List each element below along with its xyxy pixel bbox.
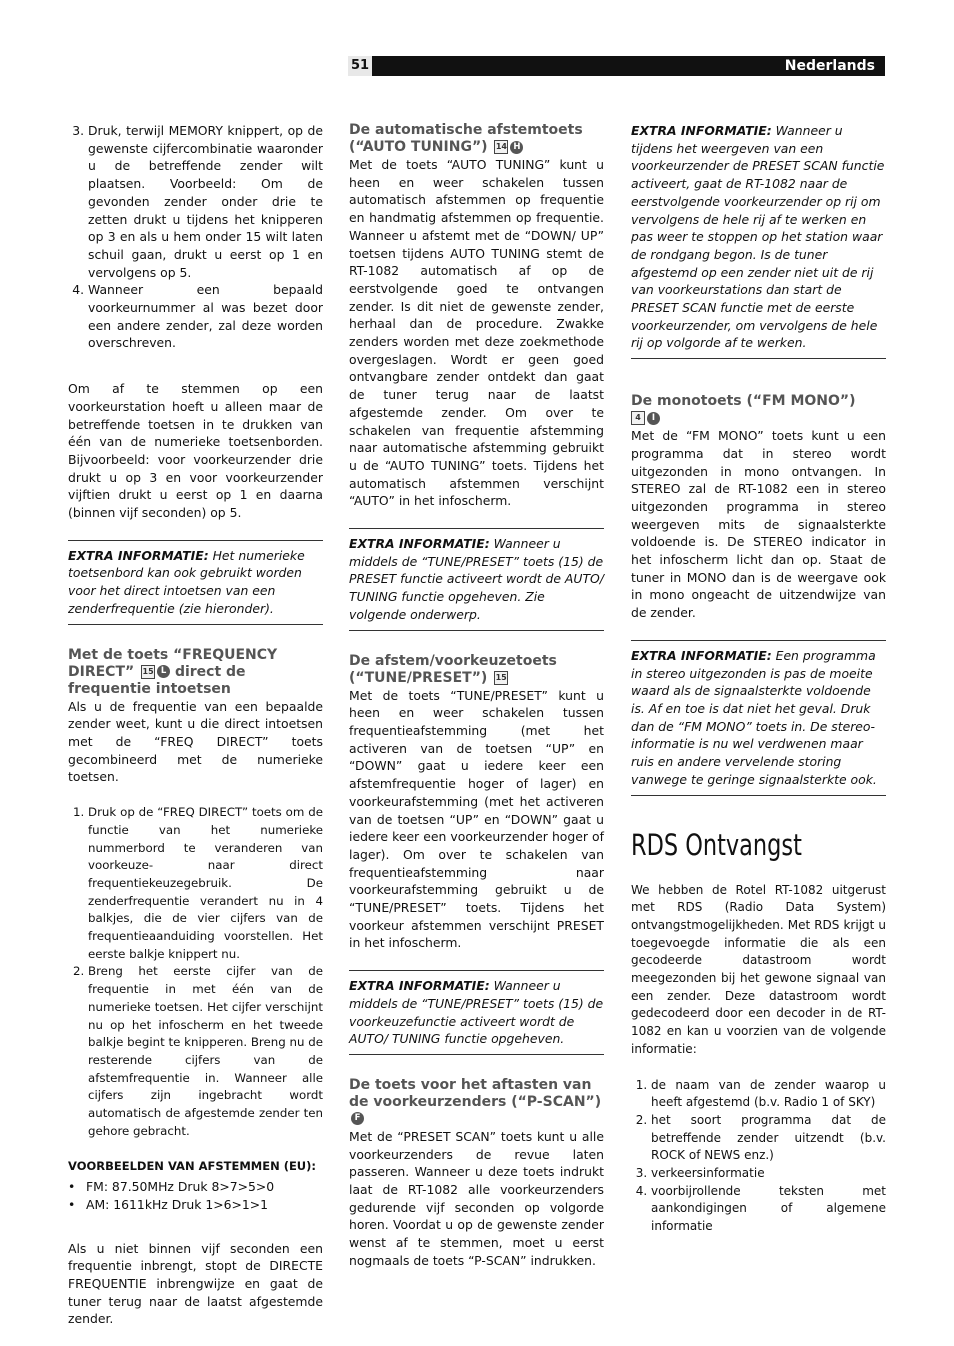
paragraph: Met de toets “AUTO TUNING” kunt u heen en weer schakelen tussen automatisch afstemmen op frequentie en handmatig afstemmen op frequentie. Wanneer u afstemt met de “DOWN/ UP” toetsen tijdens AUTO TUNING stemt de RT-1082 automatisch af op de eerstvolgende goed te ontvangen zender. Is dit niet de gewenste zender, herhaal dan de procedure. Zwakke zenders worden met deze zoekmethode overgeslagen. Wordt er geen goed ontvangbare zender ontdekt dan gaat de tuner terug naar de laatst afgestemde zender. Om over te schakelen van frequentie afstemming naar automatische afstemming gebruikt u de “AUTO TUNING” toets. Tijdens het automatisch afstemmen verschijnt “AUTO” in het infoscherm. bbox=[349, 157, 604, 509]
list-item: 4. Wanneer een bepaald voorkeurnummer al was bezet door een andere zender, zal deze worden overschreven. bbox=[88, 281, 323, 352]
section-heading-frequency-direct bbox=[68, 647, 323, 698]
paragraph: Als u de frequentie van een bepaalde zender weet, kunt u die direct intoetsen met de “FREQ DIRECT” toets gecombineerd met de numerieke toetsen. bbox=[68, 698, 323, 785]
heading-text: direct de frequentie intoetsen bbox=[68, 663, 246, 697]
extra-info-note bbox=[349, 528, 604, 631]
note-label: EXTRA INFORMATIE: bbox=[349, 536, 490, 552]
column-3 bbox=[631, 122, 886, 1254]
paragraph: Met de toets “TUNE/PRESET” kunt u heen en weer schakelen tussen frequentieafstemming (met het activeren van de toetsen “UP” en “DOWN” gaat u iedere keer een afstemfrequentie hoger of lager) en voorkeurafstemming (met het activeren van de toetsen “UP” en “DOWN” gaat u iedere keer een voorkeurzender hoger of lager). Om over te schakelen van frequentieafstemming naar voorkeurafstemming gebruikt u de “TUNE/PRESET” toets. Tijdens het voorkeur afstemmen verschijnt PRESET in het infoscherm. bbox=[349, 687, 604, 951]
rds-info-list bbox=[631, 1077, 886, 1236]
list-item: 3. Druk, terwijl MEMORY knippert, op de gewenste cijfercombinatie waaronder u de betreffende zender wilt plaatsen. Voorbeeld: Om de gevonden zender onder drie te zetten drukt u tijdens het knipperen op 3 en als u hem onder 15 wilt laten schuil gaan, drukt u eerst op 1 en vervolgens op 5. bbox=[88, 122, 323, 281]
freq-steps-list bbox=[68, 804, 323, 1140]
section-heading-p-scan bbox=[349, 1077, 604, 1128]
section-heading-tune-preset bbox=[349, 653, 604, 687]
list-item: 1. Druk op de “FREQ DIRECT” toets om de functie van het numerieke nummerbord te veranderen van voorkeuze- naar direct frequentiekeuzegebruik. De zenderfrequentie verandert nu in 4 balkjes, die de vier cijfers van de frequentieaanduiding voorstellen. Het eerste balkje knippert nu. bbox=[88, 804, 323, 963]
note-text: Wanneer u tijdens het weergeven van een voorkeurzender de PRESET SCAN functie activeert, gaat de RT-1082 naar de eerstvolgende voorkeurzender op rij om vervolgens de hele rij af te werken en pas weer te stoppen op het station waar de rondgang begon. Is de tuner afgestemd op een zender niet uit de rij van voorkeurstations dan start de PRESET SCAN functie met de eerste voorkeurzender, om vervolgens de hele rij op volgorde af te werken. bbox=[631, 123, 885, 351]
paragraph: We hebben de Rotel RT-1082 uitgerust met RDS (Radio Data System) ontvangstmogelijkheden. Met RDS krijgt u toegevoegde informatie die als een gecodeerde datastroom wordt meegezonden bij het gewone signaal van een zender. Deze datastroom wordt gedecodeerd door een decoder in de RT-1082 en kan u voorzien van de volgende informatie: bbox=[631, 882, 886, 1056]
extra-info-note bbox=[68, 540, 323, 625]
heading-text: Met de toets “FREQUENCY DIRECT” bbox=[68, 646, 278, 680]
note-text: Een programma in stereo uitgezonden is pas de moeite waard als de signaalsterkte voldoende is. Af en toe is dat niet het geval. Druk dan de “FM MONO” toets in. De stereo-informatie is nu wel verdwenen maar ruis en andere vervelende storing vanwege te geringe signaalsterkte ook. bbox=[631, 647, 877, 787]
memory-steps-list bbox=[68, 122, 323, 352]
language-label: Nederlands bbox=[784, 58, 875, 74]
list-item: 4. voorbijrollende teksten met aankondigingen of algemene informatie bbox=[651, 1183, 886, 1236]
heading-text: De toets voor het aftasten van de voorkeurzenders (“P-SCAN”) bbox=[349, 1076, 602, 1110]
page-number: 51 bbox=[348, 56, 372, 76]
examples-list bbox=[68, 1178, 323, 1213]
list-item: 2. het soort programma dat de betreffende zender uitzendt (b.v. ROCK of NEWS enz.) bbox=[651, 1112, 886, 1165]
key-letter-badge: L bbox=[157, 665, 170, 678]
key-letter-badge: F bbox=[351, 1112, 364, 1125]
page-header-bar bbox=[348, 56, 885, 76]
note-label: EXTRA INFORMATIE: bbox=[631, 123, 772, 138]
list-item: • AM: 1611kHz Druk 1>6>1>1 bbox=[68, 1196, 323, 1214]
heading-text: De automatische afstemtoets (“AUTO TUNING”) bbox=[349, 122, 583, 155]
list-item: 3. verkeersinformatie bbox=[651, 1165, 886, 1183]
note-label: EXTRA INFORMATIE: bbox=[68, 547, 209, 563]
rds-section-title: RDS Ontvangst bbox=[631, 827, 802, 862]
heading-text: De monotoets (“FM MONO”) bbox=[631, 393, 856, 410]
list-item: 2. Breng het eerste cijfer van de frequentie in met één van de numerieke toetsen. Het cijfer verschijnt nu op het infoscherm en het tweede balkje begint te knipperen. Breng nu de resterende cijfers van de afstemfrequentie in. Wanneer alle cijfers zijn ingebracht wordt automatisch de afgestemde zender ten gehore gebracht. bbox=[88, 963, 323, 1140]
note-text: Het numerieke toetsenbord kan ook gebruikt worden voor het direct intoetsen van een zenderfrequentie (zie hieronder). bbox=[68, 547, 305, 616]
section-heading-auto-tuning bbox=[349, 122, 604, 156]
column-2 bbox=[349, 122, 604, 1288]
key-number-badge: 14 bbox=[494, 140, 508, 154]
key-letter-badge: I bbox=[647, 412, 660, 425]
note-text: Wanneer u middels de “TUNE/PRESET” toets (15) de PRESET functie activeert wordt de AUTO/ TUNING functie opgeheven. Zie volgende onderwerp. bbox=[349, 536, 604, 622]
note-label: EXTRA INFORMATIE: bbox=[349, 978, 490, 994]
key-number-badge: 15 bbox=[494, 671, 508, 685]
key-number-badge: 4 bbox=[631, 411, 645, 425]
key-number-badge: 15 bbox=[141, 665, 155, 679]
heading-text: De afstem/voorkeuzetoets (“TUNE/PRESET”) bbox=[349, 652, 557, 686]
paragraph: Met de “PRESET SCAN” toets kunt u alle voorkeurzenders de revue laten passeren. Wanneer u deze toets indrukt laat de RT-1082 alle voorkeurzenders gedurende vijf seconden op volgorde horen. Voordat u op de gewenste zender wenst af te stemmen, moet u eerst nogmaals de toets “P-SCAN” indrukken. bbox=[349, 1128, 604, 1268]
list-item: 1. de naam van de zender waarop u heeft afgestemd (b.v. Radio 1 of SKY) bbox=[651, 1077, 886, 1112]
extra-info-note bbox=[631, 122, 886, 359]
paragraph: Met de “FM MONO” toets kunt u een programma dat in stereo wordt uitgezonden in mono ontvangen. In STEREO zal de RT-1082 een in stereo uitgezonden programma in stereo weergeven mits de signaalsterkte voldoende is. De STEREO indicator in het infoscherm licht dan op. Staat de tuner in MONO dan is de weergave ook in mono ongeacht de uitzendwijze van de zender. bbox=[631, 428, 886, 621]
section-heading-fm-mono bbox=[631, 393, 886, 427]
note-text: Wanneer u middels de “TUNE/PRESET” toets (15) de voorkeuzefunctie activeert wordt de AUTO/ TUNING functie opgeheven. bbox=[349, 978, 604, 1047]
extra-info-note bbox=[349, 970, 604, 1055]
extra-info-note bbox=[631, 640, 886, 796]
note-label: EXTRA INFORMATIE: bbox=[631, 647, 772, 663]
column-1 bbox=[68, 122, 323, 1346]
key-letter-badge: H bbox=[510, 141, 523, 154]
paragraph: Om af te stemmen op een voorkeurstation hoeft u alleen maar de betreffende toetsen in te drukken van één van de numerieke toetsenborden. Bijvoorbeeld: voor voorkeurzender drie drukt u op 3 en voor voorkeurzender vijftien drukt u eerst op 1 en daarna (binnen vijf seconden) op 5. bbox=[68, 381, 323, 521]
examples-heading: VOORBEELDEN VAN AFSTEMMEN (EU): bbox=[68, 1159, 317, 1174]
paragraph: Als u niet binnen vijf seconden een frequentie inbrengt, stopt de DIRECTE FREQUENTIE inbrengwijze en gaat de tuner terug naar de laatst afgestemde zender. bbox=[68, 1240, 323, 1327]
list-item: • FM: 87.50MHz Druk 8>7>5>0 bbox=[68, 1178, 323, 1196]
